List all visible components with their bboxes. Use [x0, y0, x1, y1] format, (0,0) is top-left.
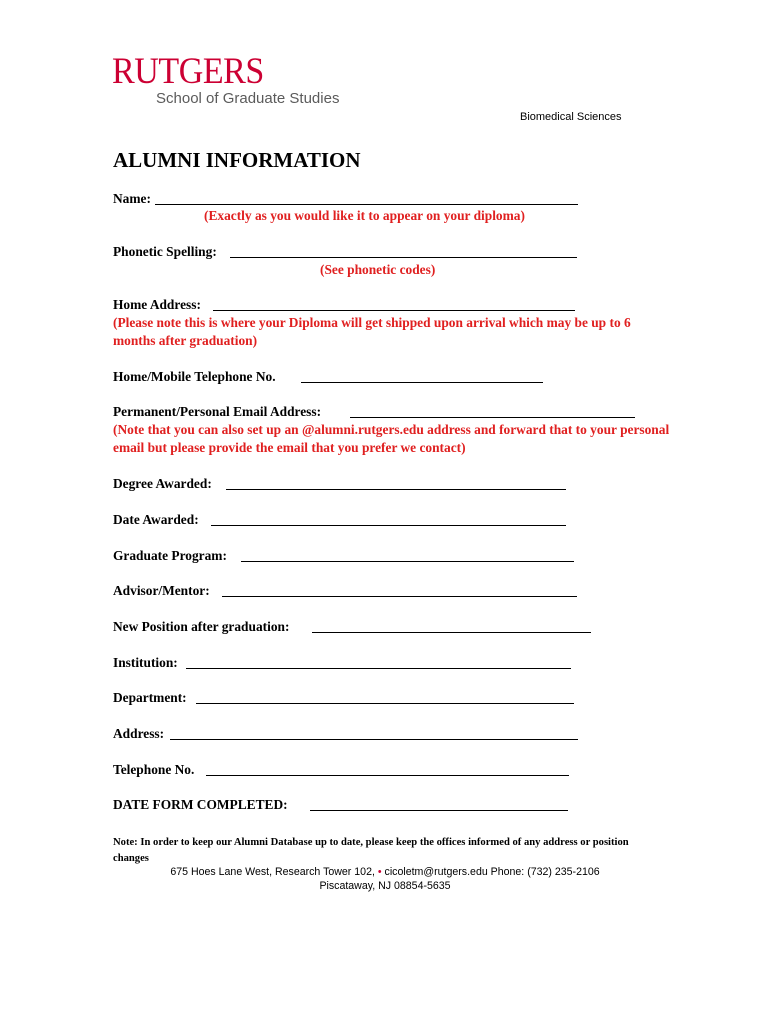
telephone-label: Home/Mobile Telephone No.: [113, 369, 276, 384]
address-label: Address:: [113, 726, 165, 741]
footer-note: Note: In order to keep our Alumni Database up to date, please keep the offices informed of any address or position changes: [113, 837, 629, 864]
degree-label: Degree Awarded:: [113, 476, 212, 491]
footer-email-phone: cicoletm@rutgers.edu Phone: (732) 235-2106: [384, 866, 600, 878]
advisor-label: Advisor/Mentor:: [113, 583, 210, 598]
date-awarded-label: Date Awarded:: [113, 512, 199, 527]
logo-wordmark: RUTGERS: [112, 51, 264, 92]
rutgers-logo: [112, 51, 340, 108]
program-field[interactable]: [241, 561, 574, 562]
name-field[interactable]: [155, 204, 578, 205]
email-field[interactable]: [350, 417, 635, 418]
page-title: ALUMNI INFORMATION: [113, 148, 361, 172]
logo-subtitle: School of Graduate Studies: [156, 90, 340, 107]
date-completed-label: DATE FORM COMPLETED:: [113, 797, 288, 812]
address-field[interactable]: [170, 739, 578, 740]
date-awarded-field[interactable]: [211, 525, 566, 526]
institution-field[interactable]: [186, 668, 571, 669]
department-label: Biomedical Sciences: [520, 111, 622, 123]
email-label: Permanent/Personal Email Address:: [113, 404, 322, 419]
bullet-icon: •: [377, 866, 382, 878]
telephone2-field[interactable]: [206, 775, 569, 776]
phonetic-label: Phonetic Spelling:: [113, 244, 217, 259]
phonetic-note: (See phonetic codes): [320, 262, 436, 277]
home-address-field[interactable]: [213, 310, 575, 311]
date-completed-field[interactable]: [310, 810, 568, 811]
telephone2-label: Telephone No.: [113, 762, 195, 777]
telephone-field[interactable]: [301, 382, 543, 383]
program-label: Graduate Program:: [113, 548, 227, 563]
footer-address-line1: [0, 865, 770, 880]
new-position-label: New Position after graduation:: [113, 619, 290, 634]
new-position-field[interactable]: [312, 632, 591, 633]
email-note: (Note that you can also set up an @alumni.rutgers.edu address and forward that to your personal email but please provide the email that you prefer we contact): [113, 422, 670, 455]
name-label: Name:: [113, 191, 151, 206]
phonetic-field[interactable]: [230, 257, 577, 258]
advisor-field[interactable]: [222, 596, 577, 597]
name-note: (Exactly as you would like it to appear on your diploma): [204, 208, 525, 223]
degree-field[interactable]: [226, 489, 566, 490]
institution-label: Institution:: [113, 655, 178, 670]
department-field-label: Department:: [113, 690, 187, 705]
footer-address-street: 675 Hoes Lane West, Research Tower 102,: [170, 866, 375, 878]
footer-address-line2: Piscataway, NJ 08854-5635: [319, 880, 451, 892]
home-address-note: (Please note this is where your Diploma will get shipped upon arrival which may be up to 6 months after graduation): [113, 315, 631, 348]
department-field[interactable]: [196, 703, 574, 704]
home-address-label: Home Address:: [113, 297, 201, 312]
